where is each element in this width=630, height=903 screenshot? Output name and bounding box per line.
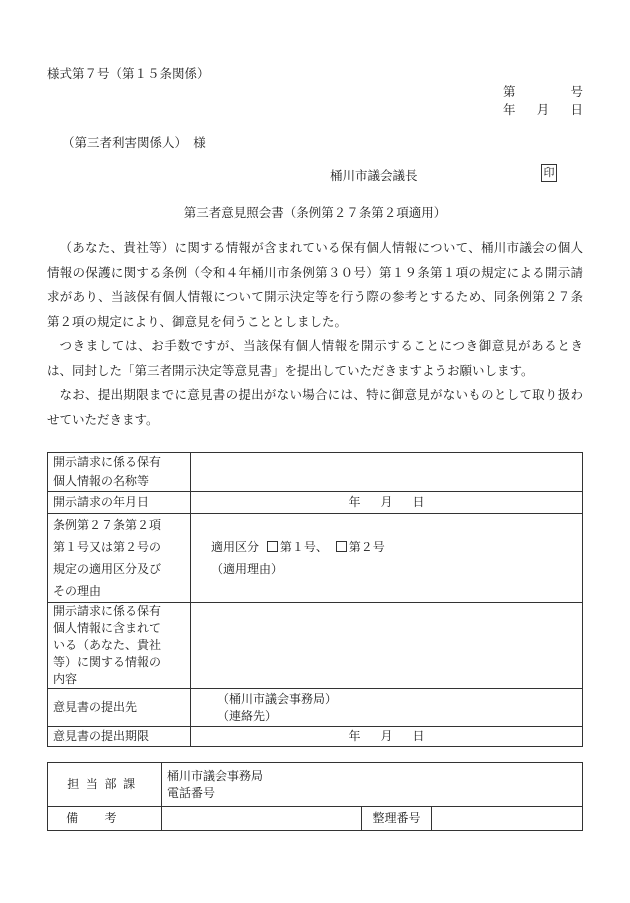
table-row (48, 727, 583, 747)
applicable-category-value: 適用区分 第１号、 第２号 （適用理由） (191, 514, 583, 603)
table-row (48, 603, 583, 689)
table-row (48, 689, 583, 727)
issue-date-day: 日 (570, 102, 583, 117)
applicable-category-label: 条例第２７条第２項 第１号又は第２号の 規定の適用区分及び その理由 (48, 514, 191, 603)
reference-number-label: 整理番号 (362, 807, 432, 831)
info-table (47, 452, 583, 747)
request-date-label: 開示請求の年月日 (48, 492, 191, 514)
seal-mark: 印 (541, 164, 557, 182)
body-paragraph: つきましては、お手数ですが、当該保有個人情報を開示することにつき御意見があるときは、同封した「第三者開示決定等意見書」を提出していただきますようお願いします。 (47, 338, 583, 378)
dept-value: 桶川市議会事務局 電話番号 (162, 763, 583, 807)
issue-date (503, 100, 583, 118)
document-title: 第三者意見照会書（条例第２７条第２項適用） (183, 205, 447, 220)
doc-no-prefix: 第 (503, 84, 516, 99)
remarks-value[interactable] (162, 807, 362, 831)
checkbox-item-2[interactable] (336, 541, 347, 552)
form-number: 様式第７号（第１５条関係） (47, 66, 210, 81)
record-name-value[interactable] (191, 453, 583, 492)
issue-date-year: 年 (503, 102, 516, 117)
body-paragraph: （あなた、貴社等）に関する情報が含まれている保有個人情報について、桶川市議会の個人情報の保護に関する条例（令和４年桶川市条例第３０号）第１９条第１項の規定による開示請求があり、当該保有個人情報について開示決定等を行う際の参考とするため、同条例第２７条第２項の規定により、御意見を伺うこととしました。 (47, 240, 583, 329)
info-content-label: 開示請求に係る保有 個人情報に含まれて いる（あなた、貴社 等）に関する情報の 内容 (48, 603, 191, 689)
submission-destination-label: 意見書の提出先 (48, 689, 191, 727)
request-date-value[interactable]: 年 月 日 (191, 492, 583, 514)
sender: 桶川市議会議長 (330, 168, 418, 183)
checkbox-item-1[interactable] (267, 541, 278, 552)
document-number (503, 82, 583, 100)
remarks-label: 備考 (48, 807, 162, 831)
reference-number-value[interactable] (432, 807, 583, 831)
submission-deadline-value[interactable]: 年 月 日 (191, 727, 583, 747)
table-row (48, 807, 583, 831)
table-row (48, 453, 583, 492)
body-paragraph: なお、提出期限までに意見書の提出がない場合には、特に御意見がないものとして取り扱わせていただきます。 (47, 387, 583, 427)
reason-label: （適用理由） (211, 562, 284, 576)
submission-destination-value: （桶川市議会事務局） （連絡先） (191, 689, 583, 727)
table-row (48, 492, 583, 514)
addressee: （第三者利害関係人） 様 (62, 135, 206, 150)
record-name-label: 開示請求に係る保有 個人情報の名称等 (48, 453, 191, 492)
info-content-value[interactable] (191, 603, 583, 689)
footer-table (47, 762, 583, 831)
issue-date-month: 月 (536, 102, 550, 117)
submission-deadline-label: 意見書の提出期限 (48, 727, 191, 747)
body-text (47, 236, 583, 432)
doc-no-suffix: 号 (570, 84, 583, 99)
dept-label: 担当部課 (48, 763, 162, 807)
table-row (48, 514, 583, 603)
table-row (48, 763, 583, 807)
